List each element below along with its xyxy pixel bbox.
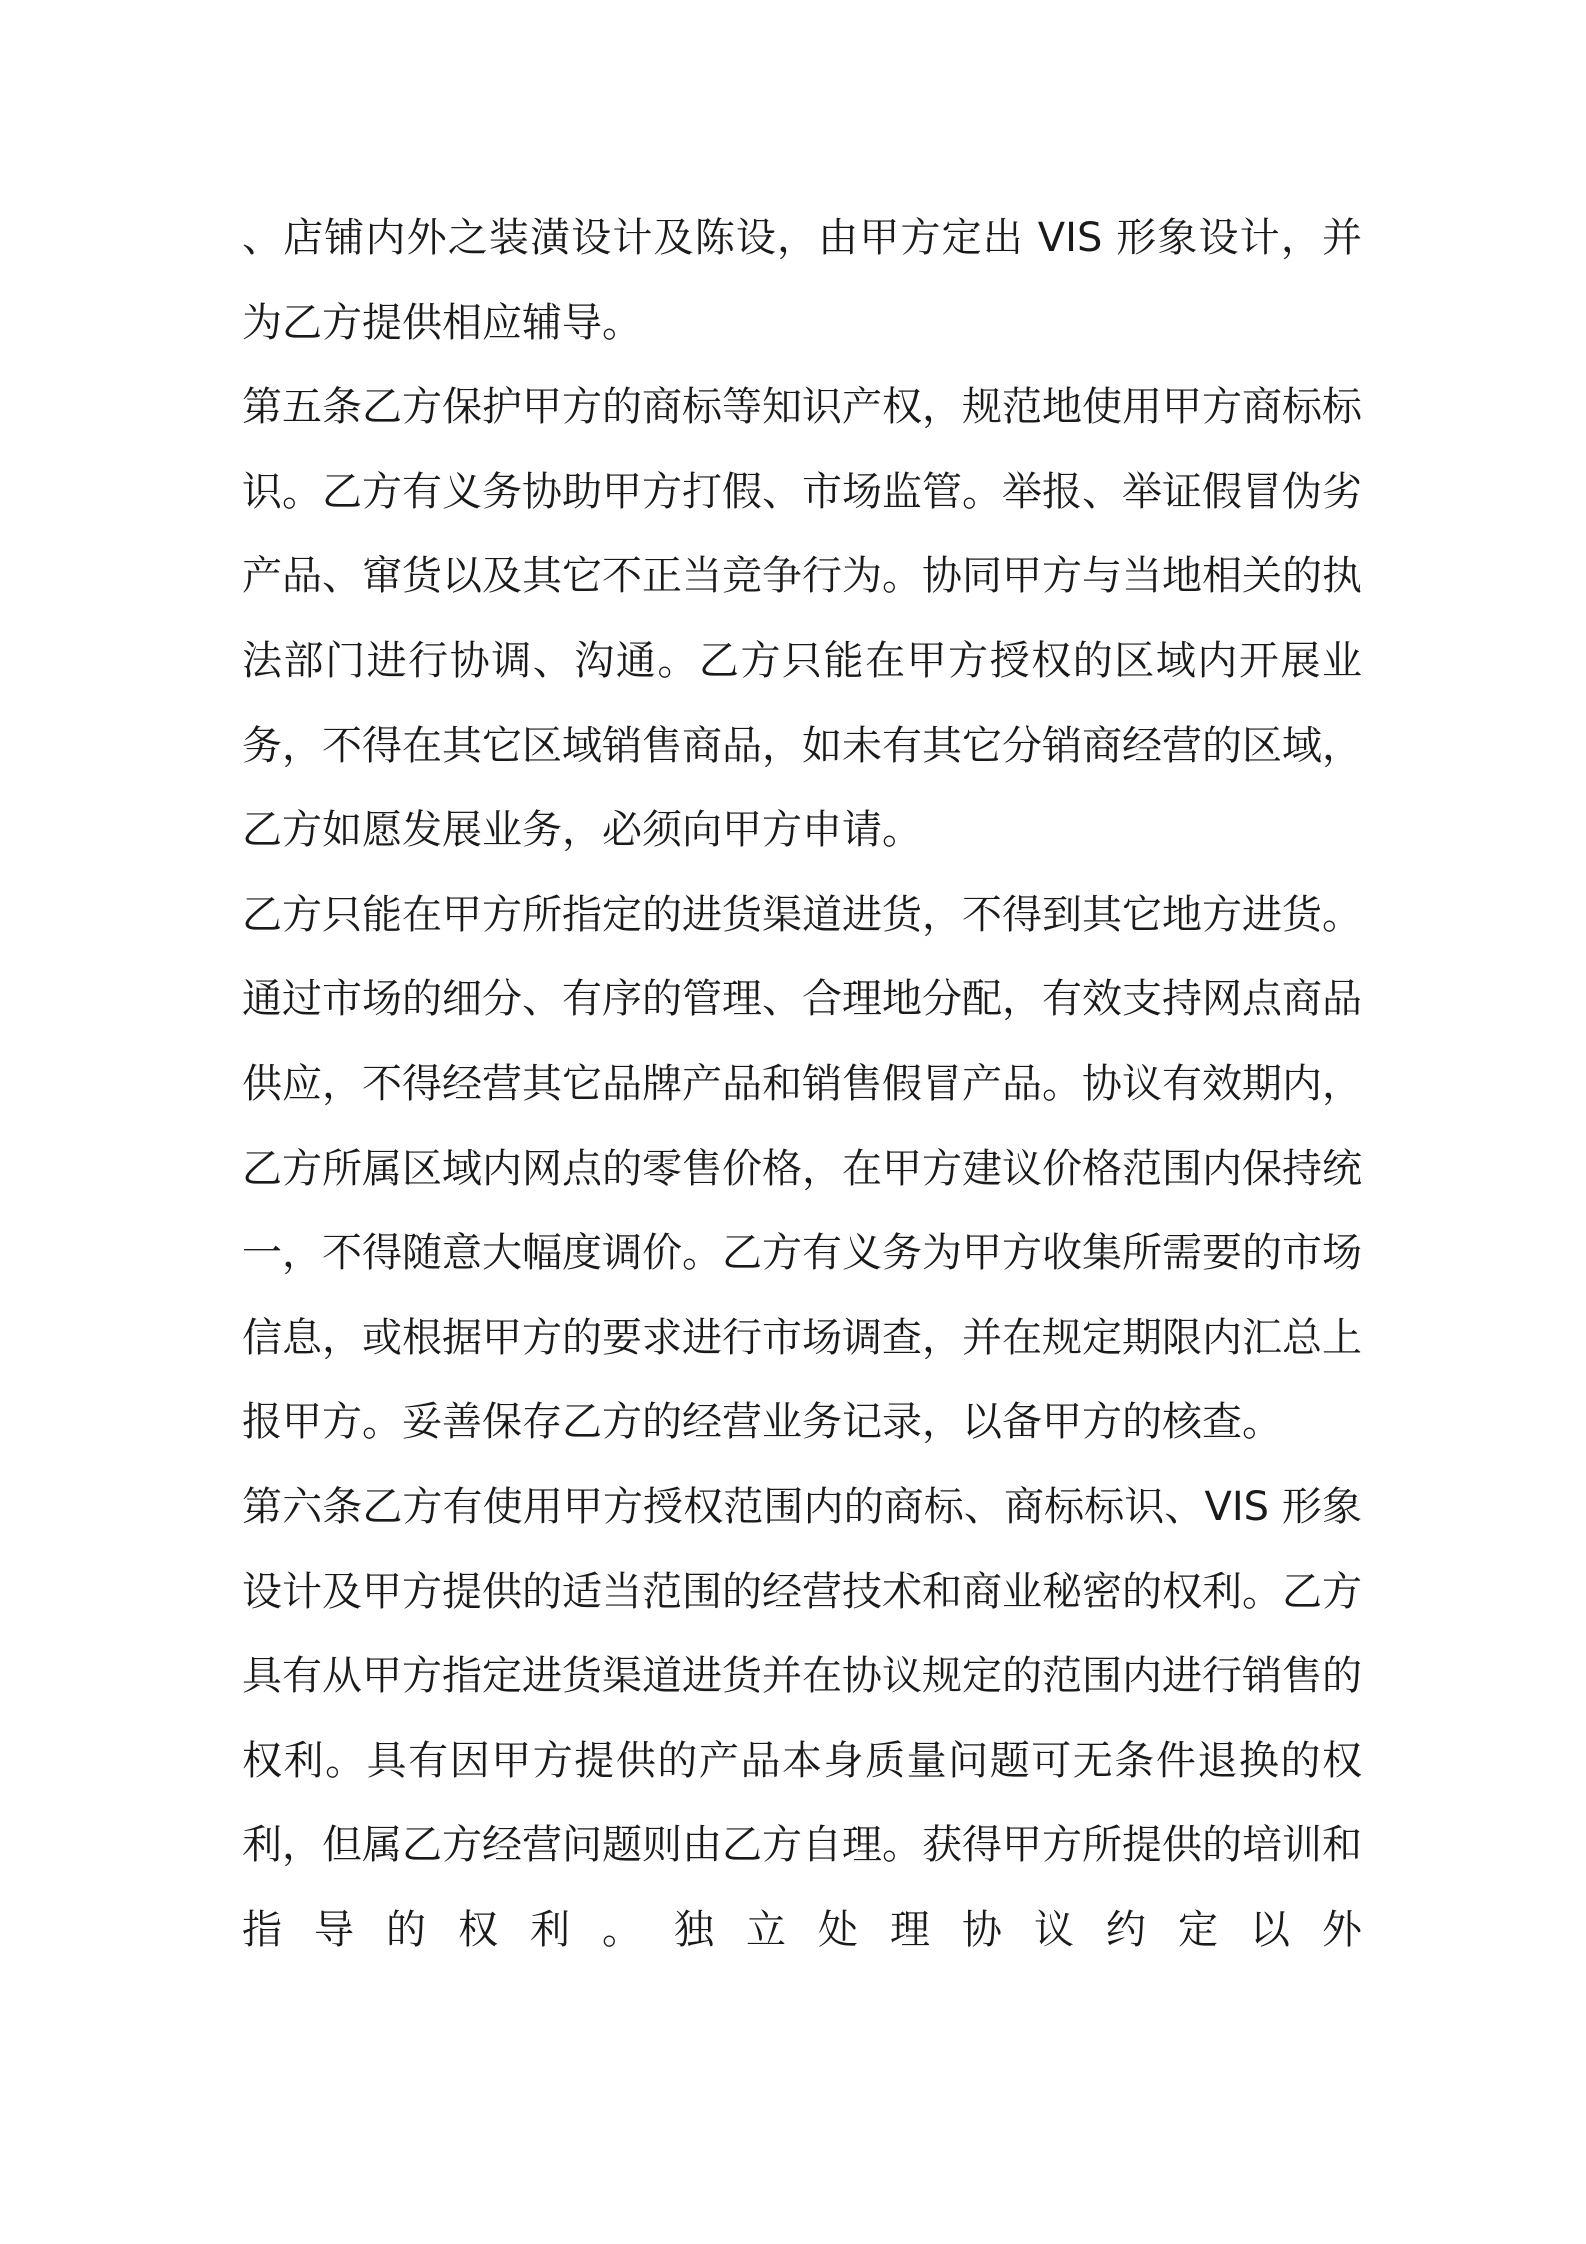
paragraph-article-5: 第五条乙方保护甲方的商标等知识产权，规范地使用甲方商标标识。乙方有义务协助甲方打假、市场监管。举报、举证假冒伪劣产品、窜货以及其它不正当竞争行为。协同甲方与当地相关的执法部门进行协调、沟通。乙方只能在甲方授权的区域内开展业务，不得在其它区域销售商品，如未有其它分销商经营的区域，乙方如愿发展业务，必须向甲方申请。 (242, 384, 1362, 854)
document-body (242, 196, 1362, 1972)
paragraph-article-6: 第六条乙方有使用甲方授权范围内的商标、商标标识、VIS 形象设计及甲方提供的适当范围的经营技术和商业秘密的权利。乙方具有从甲方指定进货渠道进货并在协议规定的范围内进行销售的权利。具有因甲方提供的产品本身质量问题可无条件退换的权利，但属乙方经营问题则由乙方自理。获得甲方所提供的培训和指导的权利。独立处理协议约定以外 (242, 1483, 1362, 1953)
paragraph-vis-design: 、店铺内外之装潢设计及陈设，由甲方定出 VIS 形象设计，并为乙方提供相应辅导。 (242, 215, 1362, 346)
paragraph-purchase-channel: 乙方只能在甲方所指定的进货渠道进货，不得到其它地方进货。通过市场的细分、有序的管理、合理地分配，有效支持网点商品供应，不得经营其它品牌产品和销售假冒产品。协议有效期内，乙方所属区域内网点的零售价格，在甲方建议价格范围内保持统一，不得随意大幅度调价。乙方有义务为甲方收集所需要的市场信息，或根据甲方的要求进行市场调查，并在规定期限内汇总上报甲方。妥善保存乙方的经营业务记录，以备甲方的核查。 (242, 891, 1362, 1446)
